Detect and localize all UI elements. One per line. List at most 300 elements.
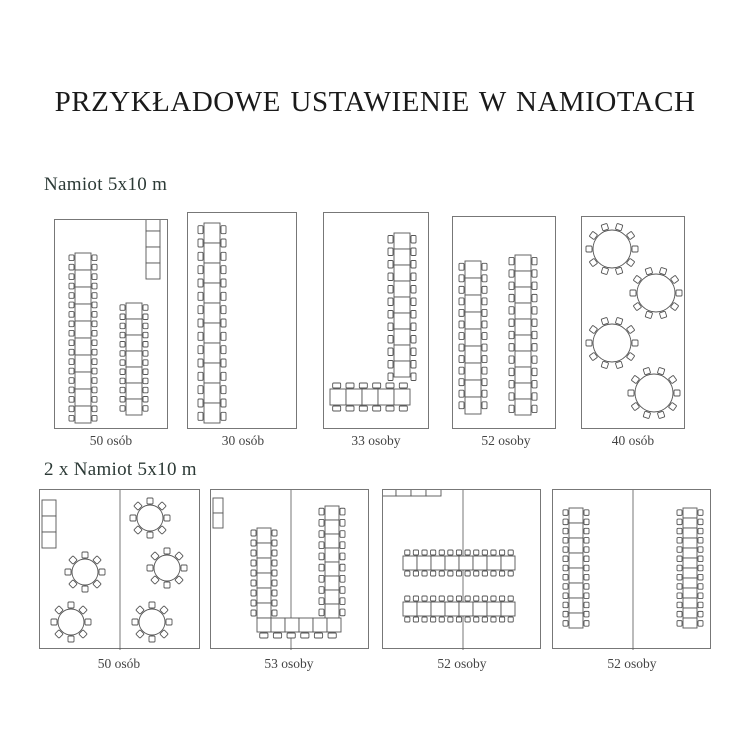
- table-segment: [683, 558, 697, 568]
- table-segment: [417, 602, 431, 616]
- chair: [272, 590, 277, 596]
- table-segment: [465, 397, 481, 414]
- chair: [677, 565, 682, 571]
- chair: [615, 361, 623, 369]
- chair: [491, 617, 496, 622]
- table-segment: [569, 613, 583, 628]
- section-heading-single-tent: Namiot 5x10 m: [44, 174, 168, 195]
- chair: [314, 633, 322, 638]
- chair: [586, 246, 592, 252]
- chair: [584, 574, 589, 580]
- chair: [319, 553, 324, 560]
- table-segment: [394, 297, 410, 313]
- chair: [657, 367, 665, 375]
- chair: [584, 593, 589, 599]
- chair: [69, 302, 74, 308]
- chair: [448, 550, 453, 555]
- chair: [601, 267, 609, 275]
- chair: [221, 386, 226, 394]
- table-segment: [75, 321, 91, 338]
- chair: [601, 223, 609, 231]
- chair: [474, 596, 479, 601]
- table-segment: [204, 383, 220, 403]
- round-table: [593, 230, 631, 268]
- table-segment: [569, 568, 583, 583]
- table-segment: [257, 543, 271, 558]
- chair: [643, 411, 651, 419]
- chair: [340, 564, 345, 571]
- chair: [474, 571, 479, 576]
- table-segment: [465, 278, 481, 295]
- chair: [68, 636, 74, 642]
- chair: [459, 286, 464, 293]
- chair: [411, 311, 416, 319]
- floor-plan-drawing: [383, 490, 542, 650]
- round-table: [635, 374, 673, 412]
- chair: [388, 273, 393, 281]
- table-segment: [394, 345, 410, 361]
- chair: [99, 569, 105, 575]
- table-segment: [204, 223, 220, 243]
- chair: [456, 596, 461, 601]
- chair: [251, 540, 256, 546]
- chair: [92, 302, 97, 308]
- table-segment: [459, 556, 473, 570]
- chair: [359, 406, 367, 411]
- chair: [499, 617, 504, 622]
- chair: [328, 633, 336, 638]
- layout-single-30: [187, 212, 297, 429]
- chair: [92, 368, 97, 374]
- floor-plan-drawing: [188, 213, 298, 430]
- chair: [632, 246, 638, 252]
- chair: [221, 332, 226, 340]
- buffet-table: [213, 498, 223, 513]
- layout-caption: 40 osób: [611, 433, 655, 448]
- table-segment: [569, 508, 583, 523]
- table-segment: [75, 287, 91, 304]
- floor-plan-drawing: [211, 490, 370, 650]
- chair: [677, 538, 682, 544]
- chair: [482, 617, 487, 622]
- chair: [92, 387, 97, 393]
- table-segment: [325, 506, 339, 520]
- chair: [698, 602, 703, 608]
- table-segment: [362, 389, 378, 405]
- chair: [509, 282, 514, 289]
- chair: [422, 571, 427, 576]
- chair: [411, 273, 416, 281]
- table-segment: [257, 603, 271, 618]
- table-segment: [325, 604, 339, 618]
- chair: [333, 406, 341, 411]
- chair: [251, 560, 256, 566]
- table-segment: [271, 618, 285, 632]
- buffet-table: [146, 220, 160, 231]
- chair: [459, 390, 464, 397]
- chair: [132, 619, 138, 625]
- chair: [509, 356, 514, 363]
- table-segment: [394, 265, 410, 281]
- chair: [459, 344, 464, 351]
- chair: [459, 379, 464, 386]
- floor-plan-drawing: [40, 490, 201, 650]
- table-segment: [299, 618, 313, 632]
- chair: [448, 571, 453, 576]
- chair: [69, 397, 74, 403]
- table-segment: [325, 590, 339, 604]
- chair: [456, 571, 461, 576]
- chair: [221, 279, 226, 287]
- buffet-table: [42, 532, 56, 548]
- table-segment: [515, 255, 531, 271]
- buffet-table: [213, 513, 223, 528]
- chair: [459, 356, 464, 363]
- chair: [164, 515, 170, 521]
- chair: [92, 264, 97, 270]
- chair: [221, 372, 226, 380]
- buffet-table: [146, 263, 160, 279]
- table-segment: [126, 303, 142, 319]
- chair: [482, 321, 487, 328]
- chair: [509, 368, 514, 375]
- chair: [465, 571, 470, 576]
- chair: [482, 367, 487, 374]
- chair: [272, 570, 277, 576]
- chair: [198, 372, 203, 380]
- table-segment: [445, 602, 459, 616]
- chair: [532, 319, 537, 326]
- chair: [272, 530, 277, 536]
- chair: [164, 582, 170, 588]
- chair: [92, 321, 97, 327]
- chair: [251, 580, 256, 586]
- chair: [198, 346, 203, 354]
- chair: [584, 538, 589, 544]
- chair: [340, 587, 345, 594]
- table-segment: [515, 287, 531, 303]
- chair: [251, 610, 256, 616]
- chair: [508, 571, 513, 576]
- table-segment: [126, 335, 142, 351]
- table-segment: [204, 243, 220, 263]
- chair: [439, 617, 444, 622]
- chair: [198, 412, 203, 420]
- chair: [272, 540, 277, 546]
- chair: [439, 550, 444, 555]
- chair: [411, 298, 416, 306]
- chair: [509, 331, 514, 338]
- chair: [413, 550, 418, 555]
- chair: [499, 571, 504, 576]
- table-segment: [378, 389, 394, 405]
- floor-plan-drawing: [553, 490, 712, 650]
- chair: [584, 510, 589, 516]
- chair: [198, 359, 203, 367]
- chair: [92, 378, 97, 384]
- chair: [319, 508, 324, 515]
- chair: [221, 412, 226, 420]
- chair: [340, 553, 345, 560]
- chair: [272, 600, 277, 606]
- chair: [92, 415, 97, 421]
- chair: [677, 556, 682, 562]
- layout-caption: 52 osoby: [481, 433, 531, 448]
- chair: [459, 402, 464, 409]
- chair: [164, 548, 170, 554]
- chair: [319, 564, 324, 571]
- table-segment: [683, 518, 697, 528]
- chair: [143, 397, 148, 403]
- chair: [143, 314, 148, 320]
- chair: [459, 321, 464, 328]
- chair: [448, 617, 453, 622]
- page-title: PRZYKŁADOWE USTAWIENIE W NAMIOTACH: [54, 86, 696, 118]
- chair: [319, 609, 324, 616]
- chair: [482, 333, 487, 340]
- table-segment: [501, 556, 515, 570]
- chair: [69, 274, 74, 280]
- chair: [272, 550, 277, 556]
- table-segment: [257, 618, 271, 632]
- chair: [698, 593, 703, 599]
- chair: [399, 383, 407, 388]
- table-segment: [515, 319, 531, 335]
- chair: [69, 264, 74, 270]
- buffet-table: [146, 231, 160, 247]
- round-table: [58, 609, 84, 635]
- table-segment: [569, 553, 583, 568]
- buffet-table: [42, 500, 56, 516]
- table-segment: [465, 295, 481, 312]
- chair: [319, 542, 324, 549]
- chair: [448, 596, 453, 601]
- layout-double-52b: [552, 489, 711, 649]
- chair: [198, 292, 203, 300]
- table-segment: [403, 556, 417, 570]
- chair: [340, 609, 345, 616]
- layout-double-50: [39, 489, 200, 649]
- chair: [439, 596, 444, 601]
- chair: [499, 550, 504, 555]
- chair: [143, 378, 148, 384]
- chair: [272, 580, 277, 586]
- chair: [68, 602, 74, 608]
- table-segment: [204, 323, 220, 343]
- chair: [340, 508, 345, 515]
- chair: [509, 270, 514, 277]
- layout-caption: 52 osoby: [437, 656, 487, 671]
- table-segment: [431, 602, 445, 616]
- chair: [92, 255, 97, 261]
- chair: [346, 383, 354, 388]
- chair: [532, 294, 537, 301]
- chair: [584, 611, 589, 617]
- chair: [677, 547, 682, 553]
- chair: [388, 361, 393, 369]
- chair: [698, 611, 703, 617]
- table-segment: [431, 556, 445, 570]
- chair: [677, 593, 682, 599]
- chair: [319, 531, 324, 538]
- table-segment: [501, 602, 515, 616]
- chair: [143, 406, 148, 412]
- chair: [340, 598, 345, 605]
- chair: [509, 344, 514, 351]
- chair: [388, 373, 393, 381]
- chair: [411, 373, 416, 381]
- chair: [584, 519, 589, 525]
- chair: [413, 617, 418, 622]
- chair: [120, 378, 125, 384]
- table-segment: [394, 361, 410, 377]
- table-segment: [683, 588, 697, 598]
- chair: [251, 550, 256, 556]
- table-segment: [683, 528, 697, 538]
- chair: [388, 236, 393, 244]
- chair: [563, 519, 568, 525]
- chair: [388, 336, 393, 344]
- table-segment: [683, 618, 697, 628]
- chair: [399, 406, 407, 411]
- table-segment: [75, 355, 91, 372]
- table-segment: [394, 329, 410, 345]
- chair: [615, 317, 623, 325]
- table-segment: [515, 383, 531, 399]
- chair: [333, 383, 341, 388]
- table-segment: [445, 556, 459, 570]
- chair: [147, 532, 153, 538]
- chair: [532, 270, 537, 277]
- table-segment: [465, 346, 481, 363]
- table-segment: [569, 538, 583, 553]
- layout-single-50: [54, 219, 168, 429]
- layout-double-52a: [382, 489, 541, 649]
- chair: [698, 584, 703, 590]
- chair: [221, 226, 226, 234]
- chair: [632, 340, 638, 346]
- chair: [586, 340, 592, 346]
- table-segment: [473, 602, 487, 616]
- table-segment: [75, 338, 91, 355]
- table-segment: [75, 389, 91, 406]
- chair: [181, 565, 187, 571]
- chair: [563, 510, 568, 516]
- chair: [482, 356, 487, 363]
- chair: [82, 586, 88, 592]
- chair: [405, 617, 410, 622]
- chair: [143, 305, 148, 311]
- chair: [482, 402, 487, 409]
- table-segment: [683, 568, 697, 578]
- chair: [92, 312, 97, 318]
- table-segment: [346, 389, 362, 405]
- chair: [474, 550, 479, 555]
- chair: [563, 556, 568, 562]
- chair: [272, 560, 277, 566]
- chair: [340, 519, 345, 526]
- chair: [386, 406, 394, 411]
- chair: [251, 530, 256, 536]
- chair: [120, 314, 125, 320]
- chair: [456, 617, 461, 622]
- chair: [645, 311, 653, 319]
- chair: [532, 331, 537, 338]
- chair: [698, 621, 703, 627]
- chair: [459, 263, 464, 270]
- chair: [601, 361, 609, 369]
- chair: [143, 387, 148, 393]
- chair: [509, 319, 514, 326]
- chair: [584, 556, 589, 562]
- round-table: [139, 609, 165, 635]
- table-segment: [394, 249, 410, 265]
- chair: [359, 383, 367, 388]
- chair: [373, 383, 381, 388]
- chair: [251, 600, 256, 606]
- round-table: [593, 324, 631, 362]
- table-segment: [325, 520, 339, 534]
- chair: [532, 393, 537, 400]
- chair: [563, 611, 568, 617]
- chair: [198, 279, 203, 287]
- layout-caption: 53 osoby: [264, 656, 314, 671]
- buffet-table: [146, 247, 160, 263]
- floor-plan-drawing: [324, 213, 430, 430]
- chair: [615, 223, 623, 231]
- chair: [221, 266, 226, 274]
- chair: [674, 390, 680, 396]
- chair: [563, 593, 568, 599]
- chair: [251, 570, 256, 576]
- chair: [509, 257, 514, 264]
- chair: [482, 379, 487, 386]
- chair: [499, 596, 504, 601]
- round-table: [72, 559, 98, 585]
- table-segment: [683, 578, 697, 588]
- chair: [373, 406, 381, 411]
- chair: [388, 298, 393, 306]
- chair: [69, 415, 74, 421]
- table-segment: [465, 261, 481, 278]
- table-segment: [204, 303, 220, 323]
- table-segment: [487, 602, 501, 616]
- chair: [120, 369, 125, 375]
- chair: [92, 406, 97, 412]
- chair: [698, 510, 703, 516]
- chair: [491, 550, 496, 555]
- chair: [301, 633, 309, 638]
- table-segment: [75, 304, 91, 321]
- chair: [92, 397, 97, 403]
- chair: [92, 330, 97, 336]
- chair: [221, 306, 226, 314]
- chair: [659, 311, 667, 319]
- chair: [340, 531, 345, 538]
- chair: [411, 248, 416, 256]
- chair: [198, 306, 203, 314]
- table-segment: [515, 351, 531, 367]
- chair: [431, 571, 436, 576]
- layout-caption: 50 osób: [89, 433, 133, 448]
- chair: [431, 596, 436, 601]
- table-segment: [515, 367, 531, 383]
- table-segment: [126, 367, 142, 383]
- chair: [273, 633, 281, 638]
- chair: [563, 538, 568, 544]
- chair: [69, 349, 74, 355]
- table-segment: [75, 406, 91, 423]
